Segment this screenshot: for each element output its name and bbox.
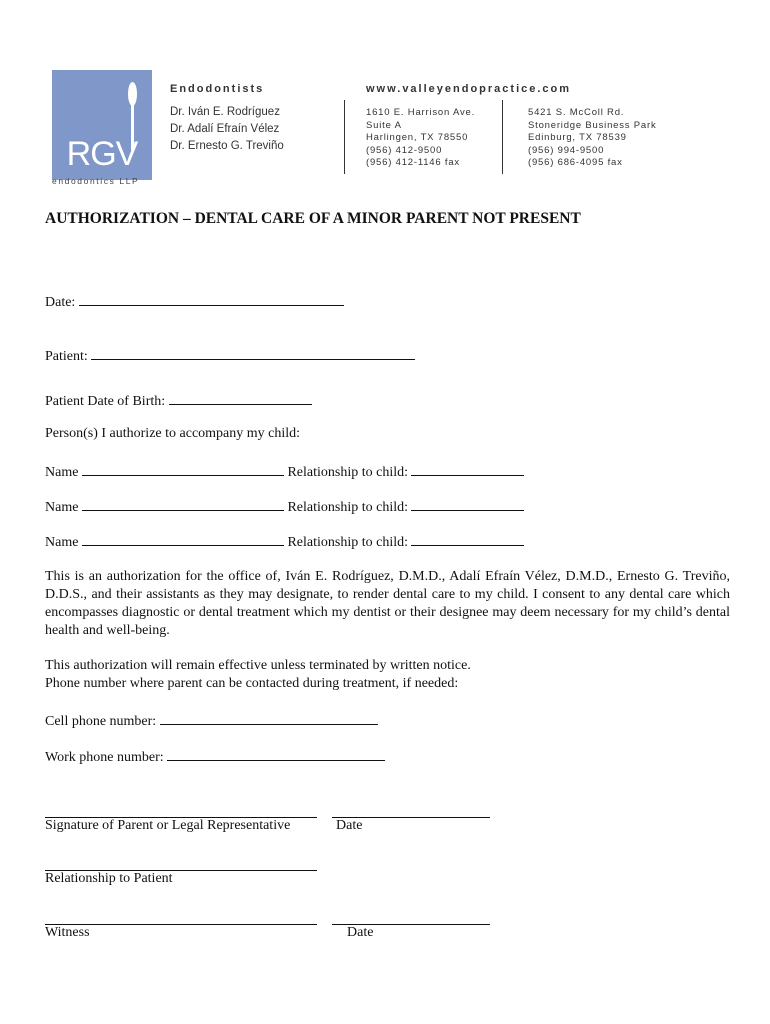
name-label: Name xyxy=(45,465,79,480)
patient-label: Patient: xyxy=(45,349,88,364)
cell-phone-field[interactable] xyxy=(160,711,378,725)
cell-phone-row xyxy=(45,711,378,730)
signature-label: Signature of Parent or Legal Representative xyxy=(45,818,291,833)
relationship-field[interactable] xyxy=(411,532,524,546)
authorization-paragraph: This is an authorization for the office of, Iván E. Rodríguez, D.M.D., Adalí Efraín Vélez, D.M.D., Ernesto G. Treviño, D.D.S., and their assistants as they may designate, to render dental care to my child. I consent to any dental care which encompasses diagnostic or dental treatment which my dentist or their designee may deem necessary for my child’s dental health and well-being. xyxy=(45,569,730,638)
date-row xyxy=(45,292,344,311)
phone-line: (956) 412-9500 xyxy=(366,144,443,156)
doctor-list xyxy=(170,104,284,155)
witness-date-label: Date xyxy=(347,925,374,940)
address-line: 1610 E. Harrison Ave. xyxy=(366,107,476,118)
relationship-field[interactable] xyxy=(411,497,524,511)
practice-logo xyxy=(52,70,152,180)
header-divider xyxy=(344,100,345,174)
name-field[interactable] xyxy=(82,497,284,511)
effective-notice xyxy=(45,657,730,693)
doctor-name: Dr. Ernesto G. Treviño xyxy=(170,140,284,152)
logo-subtitle: endodontics LLP xyxy=(52,176,140,186)
name-label: Name xyxy=(45,500,79,515)
signature-date-label: Date xyxy=(336,818,363,833)
office-harlingen-address xyxy=(366,107,475,170)
fax-line: (956) 686-4095 fax xyxy=(528,157,623,168)
doctor-name: Dr. Iván E. Rodríguez xyxy=(170,106,280,118)
relationship-to-patient-label: Relationship to Patient xyxy=(45,871,173,886)
header-divider xyxy=(502,100,503,174)
relationship-label: Relationship to child: xyxy=(287,500,408,515)
phone-line: (956) 994-9500 xyxy=(528,144,605,156)
authorized-person-row xyxy=(45,462,524,481)
persons-label: Person(s) I authorize to accompany my child: xyxy=(45,426,301,441)
office-edinburg-address xyxy=(528,107,657,170)
date-label: Date: xyxy=(45,295,76,310)
address-line: 5421 S. McColl Rd. xyxy=(528,107,625,118)
authorized-person-row xyxy=(45,497,524,516)
address-line: Edinburg, TX 78539 xyxy=(528,132,627,143)
cell-phone-label: Cell phone number: xyxy=(45,714,157,729)
contact-instruction-line: Phone number where parent can be contacted during treatment, if needed: xyxy=(45,676,459,691)
work-phone-field[interactable] xyxy=(167,747,385,761)
logo-text: RGV xyxy=(66,135,138,173)
address-line: Harlingen, TX 78550 xyxy=(366,132,469,143)
form-title: AUTHORIZATION – DENTAL CARE OF A MINOR PARENT NOT PRESENT xyxy=(45,210,581,227)
witness-label: Witness xyxy=(45,925,90,940)
name-label: Name xyxy=(45,535,79,550)
doctor-name: Dr. Adalí Efraín Vélez xyxy=(170,123,280,135)
work-phone-row xyxy=(45,747,385,766)
dob-field[interactable] xyxy=(169,391,312,405)
address-line: Stoneridge Business Park xyxy=(528,119,657,131)
address-line: Suite A xyxy=(366,119,402,131)
website-link[interactable]: www.valleyendopractice.com xyxy=(366,83,572,95)
relationship-field[interactable] xyxy=(411,462,524,476)
relationship-label: Relationship to child: xyxy=(287,535,408,550)
dob-row xyxy=(45,391,312,410)
authorized-person-row xyxy=(45,532,524,551)
practice-type: Endodontists xyxy=(170,83,265,95)
patient-row xyxy=(45,346,415,365)
patient-field[interactable] xyxy=(91,346,415,360)
name-field[interactable] xyxy=(82,532,284,546)
fax-line: (956) 412-1146 fax xyxy=(366,157,460,168)
dob-label: Patient Date of Birth: xyxy=(45,394,166,409)
effective-notice-line: This authorization will remain effective unless terminated by written notice. xyxy=(45,658,471,673)
name-field[interactable] xyxy=(82,462,284,476)
relationship-label: Relationship to child: xyxy=(287,465,408,480)
work-phone-label: Work phone number: xyxy=(45,750,164,765)
date-field[interactable] xyxy=(79,292,344,306)
